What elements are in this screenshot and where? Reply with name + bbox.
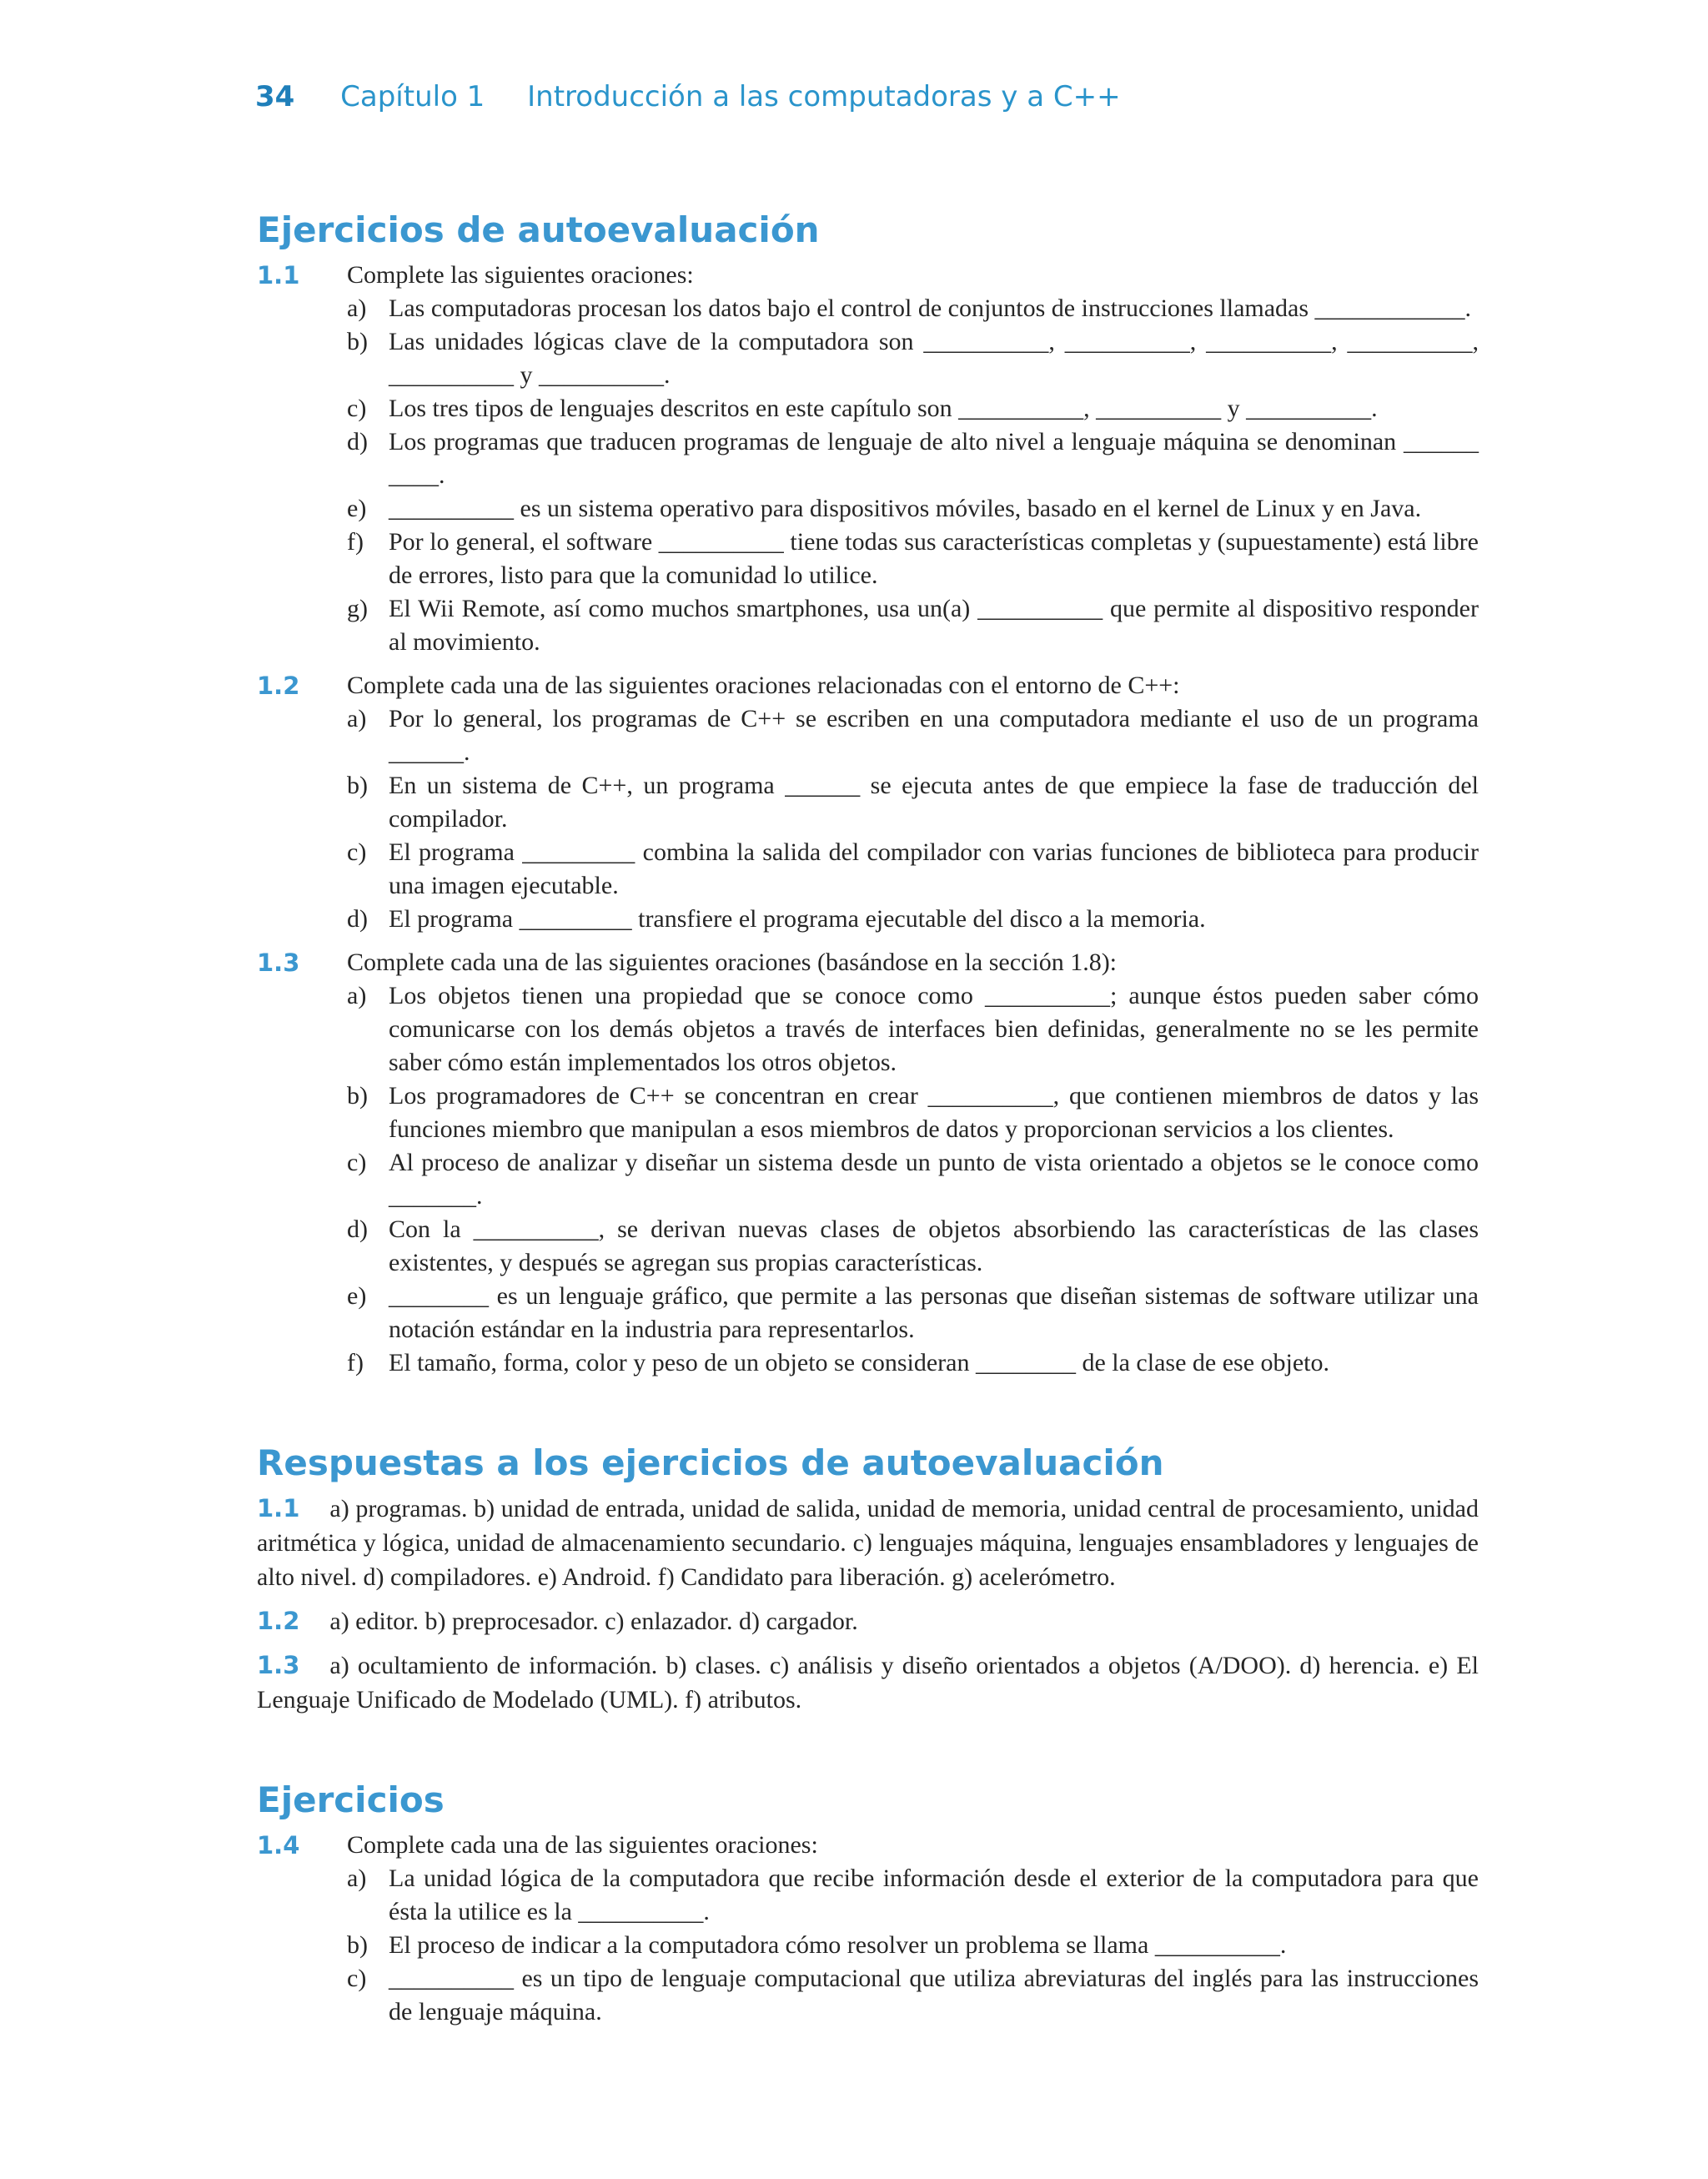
item-letter: c): [347, 1149, 367, 1176]
item-letter: c): [347, 838, 367, 866]
section-title-exercises: Ejercicios: [257, 1779, 445, 1820]
item-letter: b): [347, 328, 368, 355]
list-item: [347, 392, 1479, 425]
question-1-4: [257, 1829, 1479, 2029]
running-head: [255, 80, 1121, 113]
list-item: [347, 903, 1479, 936]
item-letter: b): [347, 772, 368, 799]
item-letter: a): [347, 294, 367, 322]
item-text: Los objetos tienen una propiedad que se conoce como __________; aunque éstos pueden saber cómo comunicarse con los demás objetos a través de interfaces bien definidas, generalmente no se les permite saber cómo están implementados los otros objetos.: [389, 982, 1479, 1076]
item-letter: a): [347, 1864, 367, 1892]
list-item: [347, 1079, 1479, 1146]
list-item: [347, 1146, 1479, 1213]
item-text: El programa _________ combina la salida del compilador con varias funciones de biblioteca para producir una imagen ejecutable.: [389, 838, 1479, 899]
section-title-answers: Respuestas a los ejercicios de autoevaluación: [257, 1442, 1164, 1483]
item-text: Las computadoras procesan los datos bajo el control de conjuntos de instrucciones llamadas ____________.: [389, 294, 1472, 322]
item-letter: f): [347, 1349, 364, 1376]
question-1-1: [257, 259, 1479, 659]
item-text: El Wii Remote, así como muchos smartphones, usa un(a) __________ que permite al dispositivo responder al movimiento.: [389, 595, 1479, 656]
item-letter: a): [347, 705, 367, 732]
item-text: El proceso de indicar a la computadora cómo resolver un problema se llama __________.: [389, 1931, 1287, 1959]
item-text: Con la __________, se derivan nuevas clases de objetos absorbiendo las características de las clases existentes, y después se agregan sus propias características.: [389, 1215, 1479, 1276]
item-text: Los programadores de C++ se concentran en crear __________, que contienen miembros de datos y las funciones miembro que manipulan a esos miembros de datos y proporcionan servicios a los clientes.: [389, 1082, 1479, 1143]
list-item: [347, 1280, 1479, 1346]
question-number: 1.3: [257, 949, 300, 977]
item-letter: d): [347, 905, 368, 933]
question-1-3: [257, 946, 1479, 1380]
answer-text: a) editor. b) preprocesador. c) enlazador. d) cargador.: [329, 1608, 858, 1635]
item-text: Por lo general, el software __________ tiene todas sus características completas y (supuestamente) está libre de errores, listo para que la comunidad lo utilice.: [389, 528, 1479, 589]
list-item: [347, 1213, 1479, 1280]
answer-number: 1.3: [257, 1651, 300, 1679]
item-letter: c): [347, 395, 367, 422]
item-text: Los tres tipos de lenguajes descritos en este capítulo son __________, __________ y __________.: [389, 395, 1378, 422]
list-item: [347, 1862, 1479, 1929]
answer-number: 1.2: [257, 1607, 300, 1635]
item-letter: c): [347, 1965, 367, 1992]
list-item: [347, 1346, 1479, 1380]
item-text: Al proceso de analizar y diseñar un sistema desde un punto de vista orientado a objetos se le conoce como _______.: [389, 1149, 1479, 1210]
item-text: En un sistema de C++, un programa ______ se ejecuta antes de que empiece la fase de traducción del compilador.: [389, 772, 1479, 833]
item-letter: e): [347, 495, 367, 522]
page-content: [257, 209, 1479, 2039]
item-letter: b): [347, 1082, 368, 1110]
list-item: [347, 702, 1479, 769]
list-item: [347, 1962, 1479, 2029]
question-number: 1.4: [257, 1831, 300, 1859]
answer-1-2: [257, 1604, 1479, 1638]
list-item: [347, 425, 1479, 492]
question-number: 1.1: [257, 261, 300, 289]
list-item: [347, 292, 1479, 325]
list-item: [347, 1929, 1479, 1962]
chapter-label: Capítulo 1: [340, 80, 485, 113]
item-text: El programa _________ transfiere el programa ejecutable del disco a la memoria.: [389, 905, 1206, 933]
page-number: 34: [255, 80, 295, 113]
list-item: [347, 769, 1479, 836]
question-text: Complete cada una de las siguientes oraciones relacionadas con el entorno de C++:: [347, 672, 1180, 699]
item-letter: f): [347, 528, 364, 556]
list-item: [347, 836, 1479, 903]
item-text: ________ es un lenguaje gráfico, que permite a las personas que diseñan sistemas de software utilizar una notación estándar en la industria para representarlos.: [389, 1282, 1479, 1343]
answer-1-1: [257, 1492, 1479, 1594]
item-letter: e): [347, 1282, 367, 1310]
question-text: Complete cada una de las siguientes oraciones:: [347, 1831, 818, 1859]
answer-text: a) ocultamiento de información. b) clases. c) análisis y diseño orientados a objetos (A/DOO). d) herencia. e) El Lenguaje Unificado de Modelado (UML). f) atributos.: [257, 1652, 1479, 1714]
item-text: Los programas que traducen programas de lenguaje de alto nivel a lenguaje máquina se denominan ______ ____.: [389, 428, 1479, 489]
list-item: [347, 526, 1479, 592]
answer-number: 1.1: [257, 1494, 300, 1522]
item-letter: d): [347, 1215, 368, 1243]
question-text: Complete cada una de las siguientes oraciones (basándose en la sección 1.8):: [347, 949, 1118, 976]
item-letter: g): [347, 595, 368, 622]
answer-text: a) programas. b) unidad de entrada, unidad de salida, unidad de memoria, unidad central de procesamiento, unidad aritmética y lógica, unidad de almacenamiento secundario. c) lenguajes máquina, lenguajes ensambladores y lenguajes de alto nivel. d) compiladores. e) Android. f) Candidato para liberación. g) acelerómetro.: [257, 1495, 1479, 1591]
list-item: [347, 592, 1479, 659]
list-item: [347, 325, 1479, 392]
item-letter: b): [347, 1931, 368, 1959]
item-text: La unidad lógica de la computadora que recibe información desde el exterior de la computadora para que ésta la utilice es la __________.: [389, 1864, 1479, 1925]
question-1-2: [257, 669, 1479, 936]
item-text: Las unidades lógicas clave de la computadora son __________, __________, __________, __________, __________ y __________.: [389, 328, 1479, 389]
item-letter: a): [347, 982, 367, 1009]
item-text: __________ es un tipo de lenguaje computacional que utiliza abreviaturas del inglés para las instrucciones de lenguaje máquina.: [389, 1965, 1479, 2026]
item-text: Por lo general, los programas de C++ se escriben en una computadora mediante el uso de un programa ______.: [389, 705, 1479, 766]
list-item: [347, 979, 1479, 1079]
item-letter: d): [347, 428, 368, 455]
section-title-self-review: Ejercicios de autoevaluación: [257, 209, 820, 250]
item-text: __________ es un sistema operativo para dispositivos móviles, basado en el kernel de Linux y en Java.: [389, 495, 1422, 522]
list-item: [347, 492, 1479, 526]
item-text: El tamaño, forma, color y peso de un objeto se consideran ________ de la clase de ese objeto.: [389, 1349, 1329, 1376]
question-text: Complete las siguientes oraciones:: [347, 261, 694, 289]
answer-1-3: [257, 1648, 1479, 1717]
chapter-title: Introducción a las computadoras y a C++: [527, 80, 1121, 113]
question-number: 1.2: [257, 672, 300, 700]
